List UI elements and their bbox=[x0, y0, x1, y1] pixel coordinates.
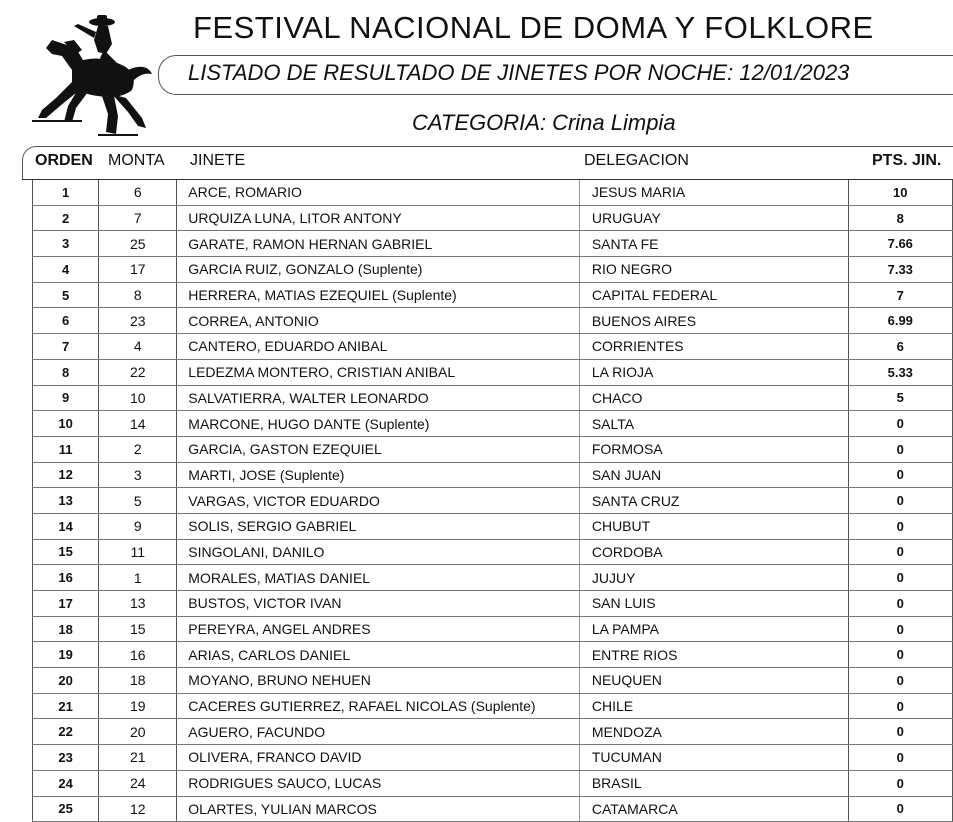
cell-orden: 20 bbox=[33, 668, 99, 694]
cell-monta: 17 bbox=[99, 257, 177, 283]
table-row bbox=[33, 180, 953, 205]
cell-pts: 0 bbox=[848, 770, 952, 796]
cell-delegacion: MENDOZA bbox=[579, 719, 848, 745]
cell-orden: 1 bbox=[33, 180, 99, 205]
table-row bbox=[33, 257, 953, 283]
cell-delegacion: SAN LUIS bbox=[579, 591, 848, 617]
results-table bbox=[32, 180, 953, 822]
cell-pts: 7.33 bbox=[848, 257, 952, 283]
cell-monta: 23 bbox=[99, 308, 177, 334]
cell-delegacion: CATAMARCA bbox=[579, 796, 848, 822]
cell-pts: 6.99 bbox=[848, 308, 952, 334]
cell-delegacion: LA RIOJA bbox=[579, 359, 848, 385]
cell-pts: 0 bbox=[848, 796, 952, 822]
table-row bbox=[33, 513, 953, 539]
cell-orden: 22 bbox=[33, 719, 99, 745]
cell-jinete: URQUIZA LUNA, LITOR ANTONY bbox=[177, 205, 580, 231]
column-header-pts: PTS. JIN. bbox=[872, 152, 942, 169]
table-row bbox=[33, 462, 953, 488]
cell-delegacion: ENTRE RIOS bbox=[579, 642, 848, 668]
cell-monta: 15 bbox=[99, 616, 177, 642]
cell-jinete: AGUERO, FACUNDO bbox=[177, 719, 580, 745]
cell-jinete: SOLIS, SERGIO GABRIEL bbox=[177, 513, 580, 539]
table-row bbox=[33, 616, 953, 642]
cell-pts: 0 bbox=[848, 565, 952, 591]
table-row bbox=[33, 642, 953, 668]
cell-jinete: GARCIA RUIZ, GONZALO (Suplente) bbox=[177, 257, 580, 283]
cell-delegacion: URUGUAY bbox=[579, 205, 848, 231]
cell-delegacion: JUJUY bbox=[579, 565, 848, 591]
table-row bbox=[33, 488, 953, 514]
cell-pts: 5.33 bbox=[848, 359, 952, 385]
table-row bbox=[33, 770, 953, 796]
cell-delegacion: LA PAMPA bbox=[579, 616, 848, 642]
cell-orden: 8 bbox=[33, 359, 99, 385]
cell-delegacion: SANTA CRUZ bbox=[579, 488, 848, 514]
cell-orden: 11 bbox=[33, 436, 99, 462]
cell-orden: 12 bbox=[33, 462, 99, 488]
cell-orden: 24 bbox=[33, 770, 99, 796]
cell-pts: 0 bbox=[848, 513, 952, 539]
cell-pts: 0 bbox=[848, 462, 952, 488]
cell-orden: 15 bbox=[33, 539, 99, 565]
cell-delegacion: JESUS MARIA bbox=[579, 180, 848, 205]
cell-monta: 9 bbox=[99, 513, 177, 539]
cell-pts: 0 bbox=[848, 591, 952, 617]
table-row bbox=[33, 539, 953, 565]
cell-monta: 25 bbox=[99, 231, 177, 257]
cell-orden: 13 bbox=[33, 488, 99, 514]
cell-monta: 19 bbox=[99, 693, 177, 719]
cell-jinete: CANTERO, EDUARDO ANIBAL bbox=[177, 334, 580, 360]
cell-monta: 21 bbox=[99, 745, 177, 771]
cell-pts: 0 bbox=[848, 539, 952, 565]
cell-monta: 24 bbox=[99, 770, 177, 796]
cell-jinete: MOYANO, BRUNO NEHUEN bbox=[177, 668, 580, 694]
cell-monta: 20 bbox=[99, 719, 177, 745]
table-row bbox=[33, 282, 953, 308]
cell-delegacion: TUCUMAN bbox=[579, 745, 848, 771]
cell-delegacion: SAN JUAN bbox=[579, 462, 848, 488]
cell-pts: 0 bbox=[848, 616, 952, 642]
cell-jinete: MARTI, JOSE (Suplente) bbox=[177, 462, 580, 488]
cell-orden: 6 bbox=[33, 308, 99, 334]
cell-pts: 0 bbox=[848, 745, 952, 771]
cell-pts: 0 bbox=[848, 693, 952, 719]
cell-jinete: LEDEZMA MONTERO, CRISTIAN ANIBAL bbox=[177, 359, 580, 385]
cell-pts: 8 bbox=[848, 205, 952, 231]
table-row bbox=[33, 796, 953, 822]
cell-jinete: SINGOLANI, DANILO bbox=[177, 539, 580, 565]
column-header-orden: ORDEN bbox=[35, 152, 93, 169]
document-subtitle: LISTADO DE RESULTADO DE JINETES POR NOCHE: 12/01/2023 bbox=[188, 60, 850, 85]
cell-pts: 0 bbox=[848, 411, 952, 437]
cell-orden: 23 bbox=[33, 745, 99, 771]
cell-jinete: OLARTES, YULIAN MARCOS bbox=[177, 796, 580, 822]
column-header-delegacion: DELEGACION bbox=[584, 152, 689, 169]
table-row bbox=[33, 411, 953, 437]
cell-delegacion: FORMOSA bbox=[579, 436, 848, 462]
category-line bbox=[412, 110, 676, 136]
cell-delegacion: RIO NEGRO bbox=[579, 257, 848, 283]
cell-monta: 8 bbox=[99, 282, 177, 308]
cell-orden: 9 bbox=[33, 385, 99, 411]
table-row bbox=[33, 436, 953, 462]
table-row bbox=[33, 745, 953, 771]
cell-jinete: VARGAS, VICTOR EDUARDO bbox=[177, 488, 580, 514]
cell-delegacion: BUENOS AIRES bbox=[579, 308, 848, 334]
column-header-jinete: JINETE bbox=[190, 152, 246, 169]
cell-orden: 3 bbox=[33, 231, 99, 257]
cell-orden: 21 bbox=[33, 693, 99, 719]
table-row bbox=[33, 308, 953, 334]
table-row bbox=[33, 693, 953, 719]
cell-monta: 1 bbox=[99, 565, 177, 591]
cell-jinete: GARATE, RAMON HERNAN GABRIEL bbox=[177, 231, 580, 257]
cell-jinete: MARCONE, HUGO DANTE (Suplente) bbox=[177, 411, 580, 437]
cell-delegacion: SANTA FE bbox=[579, 231, 848, 257]
cell-orden: 16 bbox=[33, 565, 99, 591]
cell-jinete: BUSTOS, VICTOR IVAN bbox=[177, 591, 580, 617]
cell-jinete: HERRERA, MATIAS EZEQUIEL (Suplente) bbox=[177, 282, 580, 308]
cell-pts: 0 bbox=[848, 642, 952, 668]
cell-jinete: ARIAS, CARLOS DANIEL bbox=[177, 642, 580, 668]
cell-delegacion: BRASIL bbox=[579, 770, 848, 796]
cell-monta: 4 bbox=[99, 334, 177, 360]
cell-delegacion: CORDOBA bbox=[579, 539, 848, 565]
cell-orden: 25 bbox=[33, 796, 99, 822]
cell-pts: 0 bbox=[848, 436, 952, 462]
results-table-body bbox=[33, 180, 953, 822]
cell-monta: 18 bbox=[99, 668, 177, 694]
cell-jinete: GARCIA, GASTON EZEQUIEL bbox=[177, 436, 580, 462]
cell-delegacion: CHILE bbox=[579, 693, 848, 719]
cell-pts: 6 bbox=[848, 334, 952, 360]
cell-delegacion: CORRIENTES bbox=[579, 334, 848, 360]
cell-orden: 14 bbox=[33, 513, 99, 539]
cell-monta: 16 bbox=[99, 642, 177, 668]
table-row bbox=[33, 668, 953, 694]
cell-monta: 10 bbox=[99, 385, 177, 411]
cell-orden: 4 bbox=[33, 257, 99, 283]
cell-monta: 2 bbox=[99, 436, 177, 462]
cell-monta: 11 bbox=[99, 539, 177, 565]
cell-delegacion: NEUQUEN bbox=[579, 668, 848, 694]
table-row bbox=[33, 334, 953, 360]
cell-jinete: ARCE, ROMARIO bbox=[177, 180, 580, 205]
cell-monta: 14 bbox=[99, 411, 177, 437]
cell-jinete: CACERES GUTIERREZ, RAFAEL NICOLAS (Suplente) bbox=[177, 693, 580, 719]
cell-monta: 6 bbox=[99, 180, 177, 205]
cell-jinete: OLIVERA, FRANCO DAVID bbox=[177, 745, 580, 771]
cell-pts: 7 bbox=[848, 282, 952, 308]
cell-orden: 7 bbox=[33, 334, 99, 360]
cell-jinete: MORALES, MATIAS DANIEL bbox=[177, 565, 580, 591]
table-row bbox=[33, 719, 953, 745]
cell-jinete: SALVATIERRA, WALTER LEONARDO bbox=[177, 385, 580, 411]
horse-rider-logo-icon bbox=[28, 14, 156, 138]
cell-delegacion: CAPITAL FEDERAL bbox=[579, 282, 848, 308]
table-row bbox=[33, 205, 953, 231]
cell-monta: 13 bbox=[99, 591, 177, 617]
cell-monta: 5 bbox=[99, 488, 177, 514]
table-row bbox=[33, 359, 953, 385]
cell-monta: 22 bbox=[99, 359, 177, 385]
cell-orden: 19 bbox=[33, 642, 99, 668]
cell-pts: 5 bbox=[848, 385, 952, 411]
category-label: CATEGORIA: bbox=[412, 110, 547, 135]
cell-orden: 17 bbox=[33, 591, 99, 617]
cell-pts: 0 bbox=[848, 668, 952, 694]
cell-orden: 18 bbox=[33, 616, 99, 642]
table-row bbox=[33, 385, 953, 411]
cell-jinete: RODRIGUES SAUCO, LUCAS bbox=[177, 770, 580, 796]
document-title: FESTIVAL NACIONAL DE DOMA Y FOLKLORE bbox=[193, 10, 874, 45]
table-row bbox=[33, 591, 953, 617]
cell-pts: 7.66 bbox=[848, 231, 952, 257]
cell-delegacion: CHACO bbox=[579, 385, 848, 411]
cell-jinete: CORREA, ANTONIO bbox=[177, 308, 580, 334]
cell-pts: 10 bbox=[848, 180, 952, 205]
cell-pts: 0 bbox=[848, 719, 952, 745]
table-row bbox=[33, 565, 953, 591]
category-value: Crina Limpia bbox=[552, 110, 676, 135]
cell-monta: 3 bbox=[99, 462, 177, 488]
cell-monta: 12 bbox=[99, 796, 177, 822]
cell-jinete: PEREYRA, ANGEL ANDRES bbox=[177, 616, 580, 642]
cell-pts: 0 bbox=[848, 488, 952, 514]
cell-orden: 5 bbox=[33, 282, 99, 308]
cell-delegacion: SALTA bbox=[579, 411, 848, 437]
column-header-monta: MONTA bbox=[108, 152, 165, 169]
cell-orden: 2 bbox=[33, 205, 99, 231]
cell-monta: 7 bbox=[99, 205, 177, 231]
cell-orden: 10 bbox=[33, 411, 99, 437]
table-row bbox=[33, 231, 953, 257]
cell-delegacion: CHUBUT bbox=[579, 513, 848, 539]
